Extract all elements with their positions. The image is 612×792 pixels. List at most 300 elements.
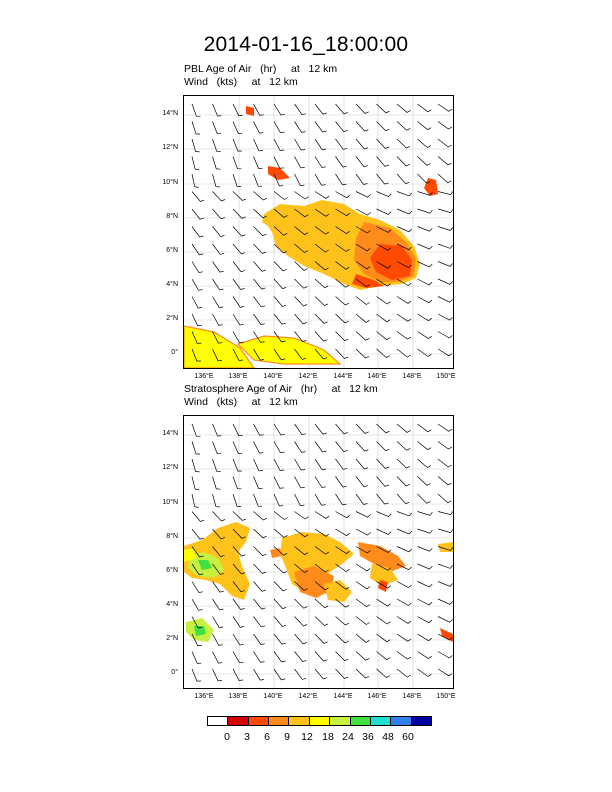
wind-barb [233,157,241,169]
wind-barb [213,157,221,170]
wind-barb [254,582,266,592]
wind-barb [213,279,224,290]
wind-barb [438,477,452,485]
wind-barb [213,227,225,237]
wind-barb [418,494,431,503]
wind-barb [438,494,451,503]
wind-barb [192,209,204,219]
colorbar-box-0 [208,717,228,725]
wind-barb [315,617,328,626]
wind-barb [356,582,370,589]
panel2-title: Stratosphere Age of Air (hr) at 12 km [184,383,378,395]
panel1-subtitle: Wind (kts) at 12 km [184,76,298,88]
colorbar-label: 36 [362,731,374,743]
longitude-label: 146°E [367,373,387,380]
wind-barb [254,227,267,236]
wind-barb [315,314,328,323]
latitude-label: 4°N [166,601,178,608]
wind-barb [213,192,226,202]
wind-barb [336,459,348,469]
wind-barb [438,139,452,147]
wind-barb [192,139,200,152]
wind-barb [213,174,220,187]
wind-barb [315,599,328,608]
latitude-label: 8°N [166,213,178,220]
wind-barb [295,314,307,324]
colorbar-box-10 [412,717,431,725]
wind-barb [377,297,391,305]
wind-barb [233,332,244,343]
wind-barb [418,617,432,623]
wind-barb [274,297,286,307]
latitude-label: 0° [171,349,178,356]
wind-barb [438,617,453,623]
latitude-label: 10°N [162,499,178,506]
wind-barb [418,157,431,166]
latitude-label: 12°N [162,464,178,471]
wind-barb [192,529,204,539]
wind-barb [377,529,392,535]
wind-barb [397,494,409,504]
longitude-label: 150°E [436,693,456,700]
longitude-label: 148°E [402,693,422,700]
wind-barb [397,122,410,131]
wind-barb [397,174,409,184]
wind-barb [274,279,286,289]
wind-barb [418,227,433,232]
wind-barb [192,424,200,436]
longitude-label: 140°E [263,693,283,700]
colorbar-box-4 [289,717,309,725]
wind-barb [274,669,285,680]
wind-barb [438,442,452,450]
wind-barb [336,332,349,341]
wind-barb [336,512,350,518]
latitude-label: 6°N [166,247,178,254]
wind-barb [356,477,368,487]
wind-barb [377,424,390,433]
wind-barb [315,477,326,488]
wind-barb [192,279,203,290]
wind-barb [438,669,452,676]
wind-barb [274,192,288,200]
longitude-label: 148°E [402,373,422,380]
wind-barb [438,104,452,111]
wind-barb [377,157,389,167]
wind-barb [315,652,327,662]
colorbar-box-3 [269,717,289,725]
wind-barb [213,599,224,610]
wind-barb [438,174,451,183]
wind-barb [397,652,411,660]
wind-barb [315,424,327,434]
wind-barb [233,122,242,134]
wind-barb [192,512,204,522]
wind-barb [356,174,368,185]
longitude-label: 144°E [333,693,353,700]
wind-barb [213,424,222,436]
wind-barb [274,442,285,453]
wind-barb [295,652,307,662]
wind-barb [438,244,453,248]
wind-barb [418,332,432,339]
wind-barb [356,669,369,678]
wind-barb [397,617,411,624]
wind-barb [213,122,222,134]
wind-barb [274,634,286,644]
wind-barb [254,262,266,272]
wind-barb [213,297,224,308]
wind-barb [254,512,267,521]
wind-barb [356,192,371,198]
wind-barb [356,314,370,322]
wind-barb [233,297,244,308]
panel2-subtitle: Wind (kts) at 12 km [184,396,298,408]
wind-barb [254,547,267,556]
wind-barb [397,582,412,588]
colorbar-label: 48 [382,731,394,743]
wind-barb [254,192,267,201]
wind-barb [315,297,328,306]
wind-barb [192,122,200,135]
pbl-age-map [183,95,454,369]
colorbar-box-9 [391,717,411,725]
wind-barb [397,424,411,432]
wind-barb [418,122,432,130]
wind-barb [315,104,327,114]
longitude-label: 140°E [263,373,283,380]
wind-barb [438,529,453,533]
wind-barb [192,192,204,202]
colorbar-box-6 [330,717,350,725]
colorbar-box-1 [228,717,248,725]
wind-barb [397,529,412,534]
wind-barb [274,582,287,591]
wind-barb [233,652,244,663]
wind-barb [377,122,390,131]
wind-barb [356,104,369,113]
wind-barb [254,617,266,627]
wind-barb [336,314,349,323]
wind-barb [356,459,368,469]
wind-barb [213,104,222,116]
latitude-label: 6°N [166,567,178,574]
wind-barb [356,512,371,518]
wind-barb [274,529,288,537]
colorbar-label: 60 [402,731,414,743]
wind-barb [254,157,263,169]
wind-barb [233,314,244,325]
wind-barb [356,332,369,341]
wind-barb [233,442,242,454]
wind-barb [397,512,412,516]
wind-barb [274,477,284,489]
colorbar-label: 3 [244,731,250,743]
wind-barb [377,669,390,678]
wind-barb [192,477,199,490]
wind-barb [397,192,412,196]
wind-barb [356,442,368,452]
wind-barb [192,599,203,610]
wind-barb [438,349,452,356]
wind-barb [315,279,328,288]
wind-barb [336,192,350,198]
wind-barb [438,262,453,267]
wind-barb [397,669,411,677]
wind-barb [377,192,392,197]
wind-barb [254,669,265,680]
colorbar-label: 24 [342,731,354,743]
wind-barb [295,442,306,453]
wind-barb [274,314,286,324]
wind-barb [356,349,369,358]
wind-barb [295,477,305,488]
longitude-label: 138°E [228,693,248,700]
wind-barb [397,104,411,112]
stratosphere-age-map [183,415,454,689]
wind-barb [438,459,452,467]
wind-barb [295,139,306,150]
wind-barb [274,122,285,133]
colorbar-box-2 [249,717,269,725]
wind-barb [192,262,203,273]
wind-barb [192,582,203,593]
wind-barb [438,157,452,165]
wind-barb [192,459,200,472]
wind-barb [377,477,389,487]
wind-barb [397,139,410,148]
wind-barb [438,582,453,587]
wind-barb [274,424,285,435]
latitude-label: 14°N [162,110,178,117]
colorbar-label: 18 [322,731,334,743]
wind-barb [418,582,433,588]
wind-barb [418,512,433,516]
wind-barb [213,244,225,254]
wind-barb [336,617,349,626]
wind-barb [438,599,453,604]
wind-barb [438,227,453,231]
colorbar-label: 0 [224,731,230,743]
wind-barb [213,652,223,664]
colorbar-box-7 [351,717,371,725]
wind-barb [274,652,286,663]
wind-barb [418,314,432,321]
wind-barb [438,314,453,320]
wind-barb [274,262,287,271]
wind-barb [315,157,326,168]
wind-barb [295,279,308,288]
wind-barb [397,157,410,166]
wind-barb [418,669,432,677]
wind-barb [377,332,391,340]
wind-barb [418,424,432,432]
wind-barb [192,244,203,255]
wind-barb [192,174,199,187]
wind-barb [418,209,433,213]
wind-barb [418,442,432,450]
latitude-label: 8°N [166,533,178,540]
wind-barb [397,297,411,304]
wind-barb [295,512,309,520]
wind-barb [377,599,391,606]
colorbar [207,716,432,726]
wind-barb [336,122,348,132]
wind-barb [336,139,348,149]
colorbar-box-5 [310,717,330,725]
wind-barb [192,104,200,116]
wind-barb [418,349,432,357]
wind-barb [418,139,431,148]
wind-barb [315,512,329,519]
wind-barb [233,512,246,521]
latitude-label: 4°N [166,281,178,288]
longitude-label: 138°E [228,373,248,380]
wind-barb [377,512,392,517]
wind-barb [418,529,433,533]
wind-barb [356,424,369,433]
wind-barb [233,669,243,681]
wind-barb [377,139,390,149]
wind-barb [356,297,370,305]
latitude-label: 2°N [166,315,178,322]
wind-barb [233,174,241,187]
wind-barb [295,617,308,627]
wind-barb [397,547,412,552]
wind-barb [295,424,306,435]
wind-barb [438,297,453,303]
longitude-label: 136°E [194,373,214,380]
wind-barb [254,279,266,289]
wind-barb [274,617,286,627]
wind-barb [295,634,307,644]
wind-barb [315,192,329,199]
wind-barb [233,494,241,507]
latitude-label: 14°N [162,430,178,437]
wind-barb [418,459,431,468]
wind-barb [377,459,390,469]
wind-barb [213,139,221,151]
latitude-label: 10°N [162,179,178,186]
wind-barb [254,442,264,454]
wind-barb [377,442,390,451]
wind-barb [418,244,433,249]
wind-barb [336,634,349,643]
wind-barb [213,442,222,454]
wind-barb [213,477,221,490]
wind-barb [192,157,199,170]
wind-barb [438,511,453,514]
wind-barb [192,494,199,507]
wind-barb [418,297,432,303]
longitude-label: 150°E [436,373,456,380]
wind-barb [438,122,452,130]
wind-barb [438,191,453,194]
latitude-label: 2°N [166,635,178,642]
wind-barb [397,349,411,357]
wind-barb [377,209,392,215]
wind-barb [254,174,263,186]
longitude-label: 144°E [333,373,353,380]
wind-barb [233,192,246,201]
wind-barb [213,459,221,471]
wind-barb [213,617,224,628]
wind-barb [254,104,264,115]
wind-barb [356,157,368,167]
wind-barb [233,209,246,218]
wind-barb [377,634,391,642]
wind-barb [377,349,390,358]
wind-barb [295,297,308,307]
wind-barb [377,314,391,322]
wind-barb [336,529,350,536]
wind-barb [254,494,263,506]
panel1-title: PBL Age of Air (hr) at 12 km [184,63,338,75]
wind-barb [397,599,411,606]
wind-barb [274,512,288,520]
wind-barb [356,494,368,505]
wind-barb [315,122,327,133]
wind-barb [438,652,452,659]
colorbar-label: 9 [284,731,290,743]
wind-barb [254,652,265,663]
wind-barb [315,442,327,453]
wind-barb [295,599,308,608]
wind-barb [336,157,347,168]
wind-barb [254,599,266,609]
wind-barb [418,547,433,552]
wind-barb [192,227,204,238]
wind-barb [438,209,453,213]
wind-barb [336,564,350,572]
wind-barb [418,634,432,641]
wind-barb [397,442,410,451]
wind-barb [233,634,244,645]
wind-barb [274,599,286,609]
wind-barb [397,477,410,486]
wind-barb [295,157,305,168]
wind-barb [192,652,201,664]
wind-barb [336,652,349,661]
wind-barb [418,104,432,112]
wind-barb [315,459,326,470]
wind-barb [254,477,263,489]
wind-barb [315,332,327,342]
longitude-label: 136°E [194,693,214,700]
wind-barb [438,279,453,284]
wind-barb [254,314,265,325]
wind-barb [295,122,306,133]
wind-barb [356,564,370,571]
longitude-label: 142°E [298,373,318,380]
wind-barb [397,459,410,468]
wind-barb [254,297,266,307]
wind-barb [438,424,452,431]
wind-barb [336,104,348,114]
latitude-label: 12°N [162,144,178,151]
wind-barb [336,174,347,185]
wind-barb [233,617,244,628]
wind-barb [213,494,220,507]
latitude-label: 0° [171,669,178,676]
wind-barb [418,279,433,285]
figure-title: 2014-01-16_18:00:00 [203,33,409,56]
wind-barb [213,669,223,681]
colorbar-label: 6 [264,731,270,743]
wind-barb [295,104,306,115]
wind-barb [418,477,431,486]
wind-barb [377,617,391,625]
